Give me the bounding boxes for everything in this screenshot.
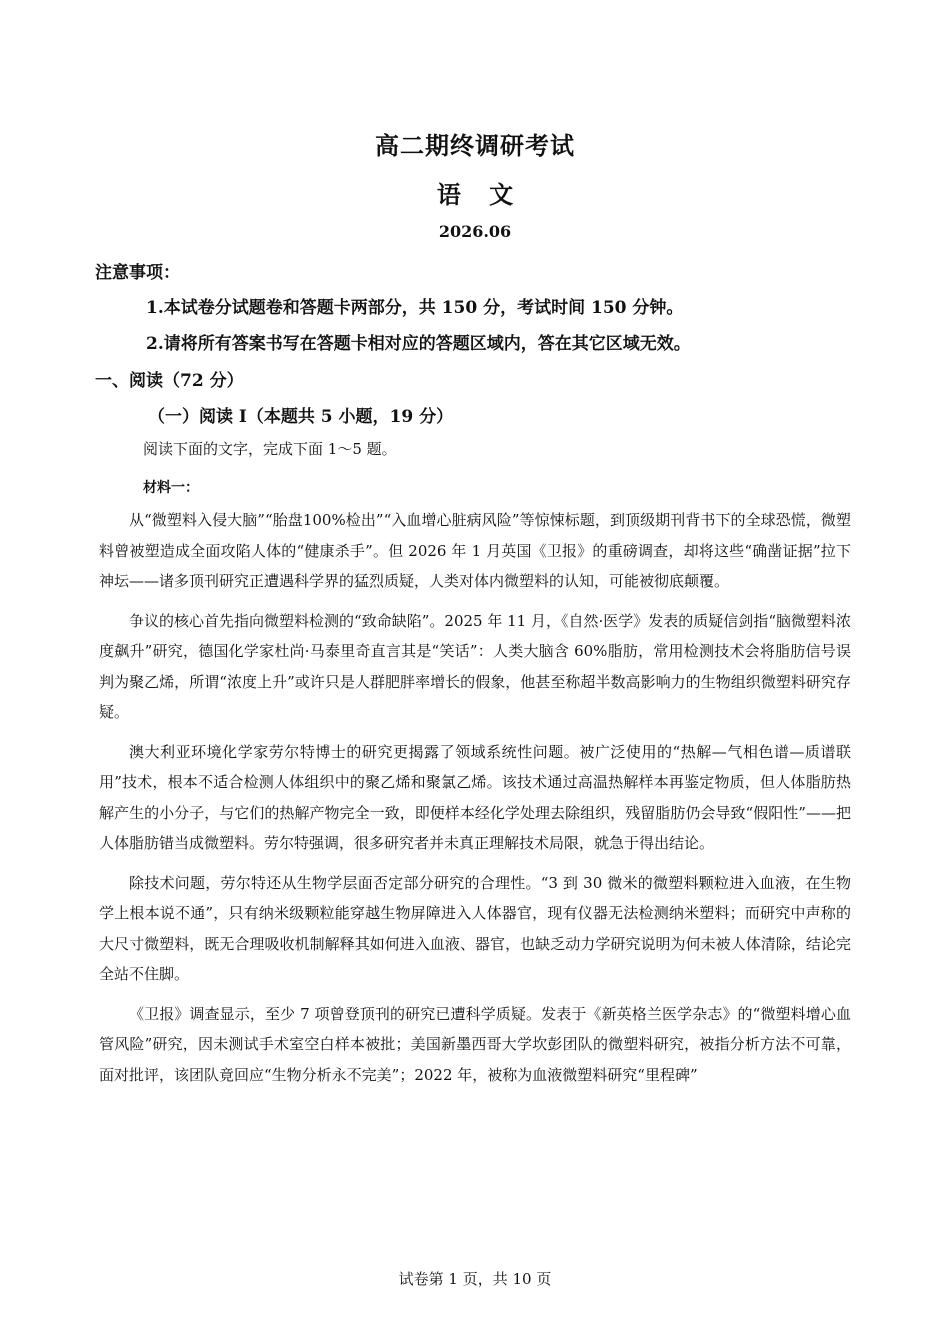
- passage-paragraph-1: 从“微塑料入侵大脑”“胎盘100%检出”“入血增心脏病风险”等惊悚标题，到顶级期刊背书下的全球恐慌，微塑料曾被塑造成全面攻陷人体的“健康杀手”。但 2026 年 1 月英国《卫报》的重磅调查，却将这些“确凿证据”拉下神坛——诸多顶刊研究正遭遇科学界的猛烈质疑，人类对体内微塑料的认知，可能被彻底颠覆。: [99, 511, 851, 590]
- exam-subject: 语 文: [436, 180, 524, 209]
- passage-paragraph-5: 《卫报》调查显示，至少 7 项曾登顶刊的研究已遭科学质疑。发表于《新英格兰医学杂志》的“微塑料增心血管风险”研究，因未测试手术室空白样本被批；美国新墨西哥大学坎彭团队的微塑料研究，被指分析方法不可靠，面对批评，该团队竟回应“生物分析永不完美”；2022 年，被称为血液微塑料研究“里程碑”: [99, 1004, 851, 1084]
- exam-title: 高二期终调研考试: [375, 131, 575, 160]
- passage-paragraph-2: 争议的核心首先指向微塑料检测的“致命缺陷”。2025 年 11 月，《自然·医学》发表的质疑信剑指“脑微塑料浓度飙升”研究，德国化学家杜尚·马泰里奇直言其是“笑话”：人类大脑含 60%脂肪，常用检测技术会将脂肪信号误判为聚乙烯，所谓“浓度上升”或许只是人群肥胖率增长的假象，他甚至称超半数高影响力的生物组织微塑料研究存疑。: [99, 611, 851, 721]
- notice-item-1: 1.本试卷分试题卷和答题卡两部分，共 150 分，考试时间 150 分钟。: [146, 298, 684, 318]
- passage-paragraph-3: 澳大利亚环境化学家劳尔特博士的研究更揭露了领域系统性问题。被广泛使用的“热解—气相色谱—质谱联用”技术，根本不适合检测人体组织中的聚乙烯和聚氯乙烯。该技术通过高温热解样本再鉴定物质，但人体脂肪热解产生的小分子，与它们的热解产物完全一致，即便样本经化学处理去除组织，残留脂肪仍会导致“假阳性”——把人体脂肪错当成微塑料。劳尔特强调，很多研究者并未真正理解技术局限，就急于得出结论。: [99, 742, 851, 852]
- section-subheading: （一）阅读 I（本题共 5 小题，19 分）: [148, 407, 454, 427]
- passage-paragraph-4: 除技术问题，劳尔特还从生物学层面否定部分研究的合理性。“3 到 30 微米的微塑料颗粒进入血液，在生物学上根本说不通”，只有纳米级颗粒能穿越生物屏障进入人体器官，现有仪器无法检测纳米塑料；而研究中声称的大尺寸微塑料，既无合理吸收机制解释其如何进入血液、器官，也缺乏动力学研究说明为何未被人体清除，结论完全站不住脚。: [99, 873, 851, 983]
- material-label: 材料一：: [143, 480, 199, 496]
- section-heading: 一、阅读（72 分）: [95, 371, 244, 391]
- exam-date: 2026.06: [438, 222, 512, 241]
- notice-heading: 注意事项：: [95, 263, 180, 283]
- page-footer: 试卷第 1 页，共 10 页: [398, 1270, 552, 1288]
- notice-item-2: 2.请将所有答案书写在答题卡相对应的答题区域内，答在其它区域无效。: [146, 334, 691, 354]
- reading-instruction: 阅读下面的文字，完成下面 1～5 题。: [143, 440, 397, 458]
- passage-body: [99, 505, 851, 1099]
